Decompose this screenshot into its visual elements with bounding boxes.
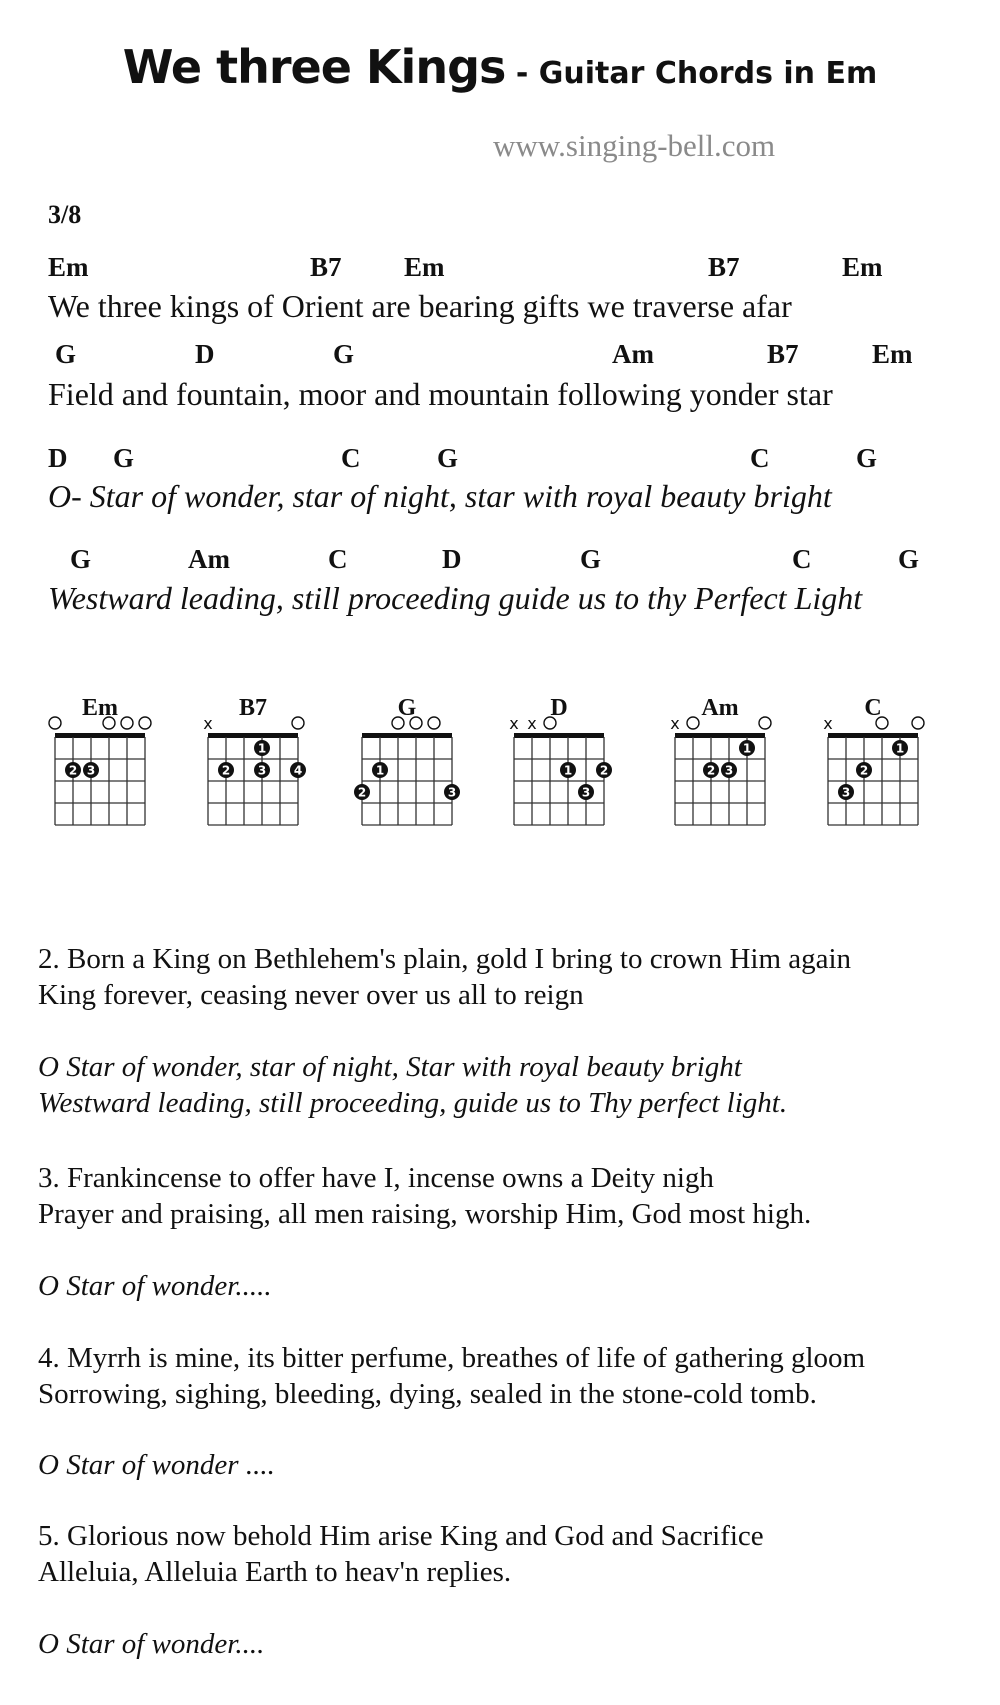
finger-number: 3 xyxy=(257,763,267,778)
verse-line: King forever, ceasing never over us all to reign xyxy=(38,979,584,1011)
chord-diagram-b7 xyxy=(198,685,328,855)
finger-number: 1 xyxy=(257,741,267,756)
lyric-line-2: Field and fountain, moor and mountain following yonder star xyxy=(48,376,833,412)
verse-line: Sorrowing, sighing, bleeding, dying, sealed in the stone-cold tomb. xyxy=(38,1378,817,1410)
finger-number: 3 xyxy=(447,785,457,800)
open-string-marker xyxy=(121,717,133,729)
muted-string-marker: x xyxy=(203,714,213,733)
muted-string-marker: x xyxy=(670,714,680,733)
open-string-marker xyxy=(876,717,888,729)
chorus-ref xyxy=(38,1268,272,1304)
chord-diagram-d xyxy=(504,685,634,855)
open-string-marker xyxy=(687,717,699,729)
nut xyxy=(362,733,452,738)
verse-line: O Star of wonder..... xyxy=(38,1270,272,1302)
verse-line: Alleluia, Alleluia Earth to heav'n replies. xyxy=(38,1556,512,1588)
chord-diagram-svg xyxy=(665,685,795,855)
chord-label: C xyxy=(750,443,770,473)
time-signature: 3/8 xyxy=(48,200,82,229)
chord-name: D xyxy=(550,695,568,721)
verse-line: 4. Myrrh is mine, its bitter perfume, breathes of life of gathering gloom xyxy=(38,1342,866,1374)
chord-label: C xyxy=(341,443,361,473)
chord-diagram-svg xyxy=(504,685,634,855)
chord-label: Am xyxy=(188,544,230,574)
muted-string-marker: x xyxy=(823,714,833,733)
nut xyxy=(828,733,918,738)
chord-label: G xyxy=(55,339,77,369)
finger-number: 3 xyxy=(841,785,851,800)
chord-diagram-em xyxy=(45,685,175,855)
chord-name: B7 xyxy=(238,695,268,721)
chord-diagram-svg xyxy=(818,685,948,855)
nut xyxy=(208,733,298,738)
chord-label: Em xyxy=(48,252,89,282)
chord-label: G xyxy=(333,339,355,369)
verse-3 xyxy=(38,1160,811,1232)
finger-number: 3 xyxy=(86,763,96,778)
chord-label: D xyxy=(48,443,68,473)
chord-label: Em xyxy=(842,252,883,282)
chord-label: G xyxy=(856,443,878,473)
nut xyxy=(675,733,765,738)
finger-number: 3 xyxy=(724,763,734,778)
chord-name: G xyxy=(397,695,417,721)
verse-line: 5. Glorious now behold Him arise King and God and Sacrifice xyxy=(38,1520,764,1552)
finger-number: 2 xyxy=(68,763,78,778)
open-string-marker xyxy=(49,717,61,729)
chord-diagram-svg xyxy=(45,685,175,855)
verse-4 xyxy=(38,1340,865,1412)
muted-string-marker: x xyxy=(509,714,519,733)
finger-number: 1 xyxy=(742,741,752,756)
verse-line: Westward leading, still proceeding, guide us to Thy perfect light. xyxy=(38,1087,788,1119)
finger-number: 1 xyxy=(895,741,905,756)
chord-label: C xyxy=(792,544,812,574)
finger-number: 2 xyxy=(599,763,609,778)
muted-string-marker: x xyxy=(527,714,537,733)
open-string-marker xyxy=(292,717,304,729)
verse-5 xyxy=(38,1518,764,1590)
chord-diagram-c xyxy=(818,685,948,855)
open-string-marker xyxy=(139,717,151,729)
chord-name: C xyxy=(864,695,882,721)
chord-label: Am xyxy=(612,339,654,369)
chord-label: Em xyxy=(404,252,445,282)
chord-label: B7 xyxy=(767,339,799,369)
website-link[interactable]: www.singing-bell.com xyxy=(493,128,776,163)
chord-label: G xyxy=(70,544,92,574)
verse-line: Prayer and praising, all men raising, worship Him, God most high. xyxy=(38,1198,812,1230)
song-title: We three Kings xyxy=(122,40,506,94)
finger-number: 3 xyxy=(581,785,591,800)
chord-label: G xyxy=(898,544,920,574)
finger-number: 1 xyxy=(375,763,385,778)
chord-diagram-svg xyxy=(352,685,482,855)
open-string-marker xyxy=(428,717,440,729)
chord-label: G xyxy=(113,443,135,473)
chord-diagram-am xyxy=(665,685,795,855)
verse-line: 2. Born a King on Bethlehem's plain, gold I bring to crown Him again xyxy=(38,943,852,975)
verse-line: O Star of wonder .... xyxy=(38,1449,275,1481)
chord-diagram-g xyxy=(352,685,482,855)
verse-line: O Star of wonder.... xyxy=(38,1628,265,1660)
title-subtitle: - Guitar Chords in Em xyxy=(505,56,878,91)
verse-2 xyxy=(38,941,851,1013)
verse-line: 3. Frankincense to offer have I, incense owns a Deity nigh xyxy=(38,1162,714,1194)
chorus-repeat xyxy=(38,1049,787,1121)
chord-label: B7 xyxy=(708,252,740,282)
lyric-line-1: We three kings of Orient are bearing gifts we traverse afar xyxy=(48,288,792,324)
open-string-marker xyxy=(759,717,771,729)
finger-number: 2 xyxy=(221,763,231,778)
chord-label: D xyxy=(195,339,215,369)
chord-label: D xyxy=(442,544,462,574)
finger-number: 4 xyxy=(293,763,303,778)
chorus-ref xyxy=(38,1447,275,1483)
lyric-line-4: Westward leading, still proceeding guide us to thy Perfect Light xyxy=(48,580,863,616)
chord-name: Em xyxy=(82,695,118,721)
finger-number: 1 xyxy=(563,763,573,778)
chord-label: G xyxy=(580,544,602,574)
finger-number: 2 xyxy=(357,785,367,800)
chord-label: Em xyxy=(872,339,913,369)
page-title xyxy=(0,40,1000,94)
nut xyxy=(55,733,145,738)
verse-line: O Star of wonder, star of night, Star with royal beauty bright xyxy=(38,1051,742,1083)
lyric-line-3: O- Star of wonder, star of night, star with royal beauty bright xyxy=(48,478,832,514)
chord-name: Am xyxy=(701,695,739,721)
finger-number: 2 xyxy=(706,763,716,778)
open-string-marker xyxy=(912,717,924,729)
finger-number: 2 xyxy=(859,763,869,778)
chord-diagram-svg xyxy=(198,685,328,855)
chord-label: C xyxy=(328,544,348,574)
chorus-ref xyxy=(38,1626,264,1662)
nut xyxy=(514,733,604,738)
chord-label: G xyxy=(437,443,459,473)
chord-label: B7 xyxy=(310,252,342,282)
